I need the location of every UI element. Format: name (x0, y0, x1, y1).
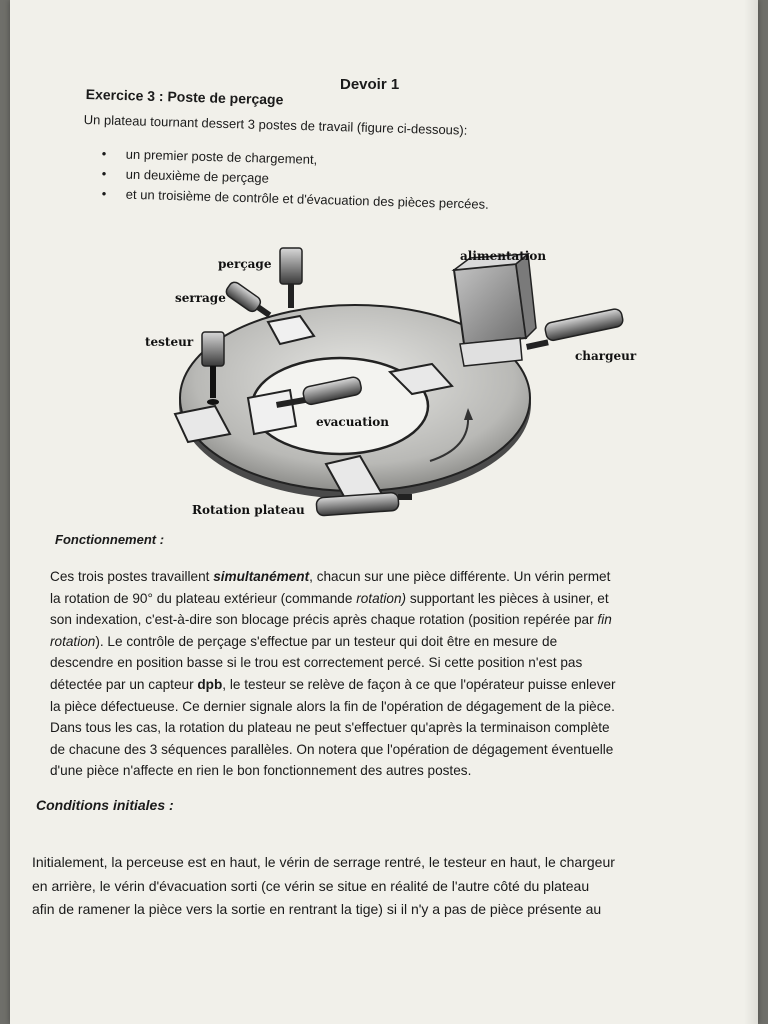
para-line: Dans tous les cas, la rotation du plateau ne peut s'effectuer qu'après la terminaison complète (50, 720, 610, 736)
para-line: la pièce défectueuse. Ce dernier signale alors la fin de l'opération de dégagement de la pièce. (50, 698, 615, 714)
para-line: Ces trois postes travaillent simultanément, chacun sur une pièce différente. Un vérin permet (50, 569, 611, 584)
para-line: détectée par un capteur dpb, le testeur se relève de façon à ce que l'opérateur puisse enlever (50, 676, 616, 692)
para-line: descendre en position basse si le trou est correctement percé. Si cette position n'est pas (50, 655, 583, 671)
label-rotation-plateau: Rotation plateau (192, 503, 305, 517)
label-alimentation: alimentation (460, 249, 547, 263)
para-line: en arrière, le vérin d'évacuation sorti (ce vérin se situe en réalité de l'autre côté du plateau (32, 877, 590, 894)
conditions-paragraph (32, 851, 615, 922)
para-line: Initialement, la perceuse est en haut, le vérin de serrage rentré, le testeur en haut, le chargeur (32, 854, 615, 870)
bullet-text: un premier poste de chargement, (125, 146, 318, 168)
label-percage: perçage (218, 257, 272, 271)
drilling-station-figure (130, 236, 650, 526)
para-line: la rotation de 90° du plateau extérieur (commande rotation) supportant les pièces à usiner, et (50, 590, 609, 606)
bullet-text: et un troisième de contrôle et d'évacuation des pièces percées. (125, 186, 489, 212)
para-line: rotation). Le contrôle de perçage s'effectue par un testeur qui doit être en mesure de (50, 633, 558, 649)
label-chargeur: chargeur (575, 349, 637, 363)
bullet-dot: • (101, 186, 107, 202)
page-edge-shadow (744, 0, 758, 1024)
para-line: de chacune des 3 séquences parallèles. On notera que l'opération de dégagement éventuelle (50, 741, 614, 757)
bullet-text: un deuxième de perçage (125, 166, 270, 186)
bullet-dot: • (101, 166, 107, 182)
section-heading-fonctionnement: Fonctionnement : (55, 532, 165, 547)
exercise-heading: Exercice 3 : Poste de perçage (85, 86, 284, 108)
para-line: afin de ramener la pièce vers la sortie en rentrant la tige) si il n'y a pas de pièce présente au (32, 901, 602, 917)
para-line: son indexation, c'est-à-dire son blocage précis après chaque rotation (position repérée par fin (50, 612, 612, 628)
exercise-intro: Un plateau tournant dessert 3 postes de travail (figure ci-dessous): (83, 112, 468, 138)
document-page (10, 0, 758, 1024)
bullet-dot: • (101, 146, 107, 162)
document-title: Devoir 1 (340, 76, 400, 93)
bullet-item (102, 166, 269, 186)
drilling-unit (268, 248, 314, 344)
label-evacuation: evacuation (316, 415, 390, 429)
label-testeur: testeur (145, 335, 194, 349)
para-line: d'une pièce n'affecte en rien le bon fonctionnement des autres postes. (50, 763, 472, 779)
clamping-cylinder (224, 280, 274, 322)
section-heading-conditions: Conditions initiales : (36, 797, 174, 813)
bullet-item (102, 186, 489, 212)
bullet-item (102, 146, 318, 167)
label-serrage: serrage (175, 291, 226, 305)
fonctionnement-paragraph (50, 566, 616, 782)
